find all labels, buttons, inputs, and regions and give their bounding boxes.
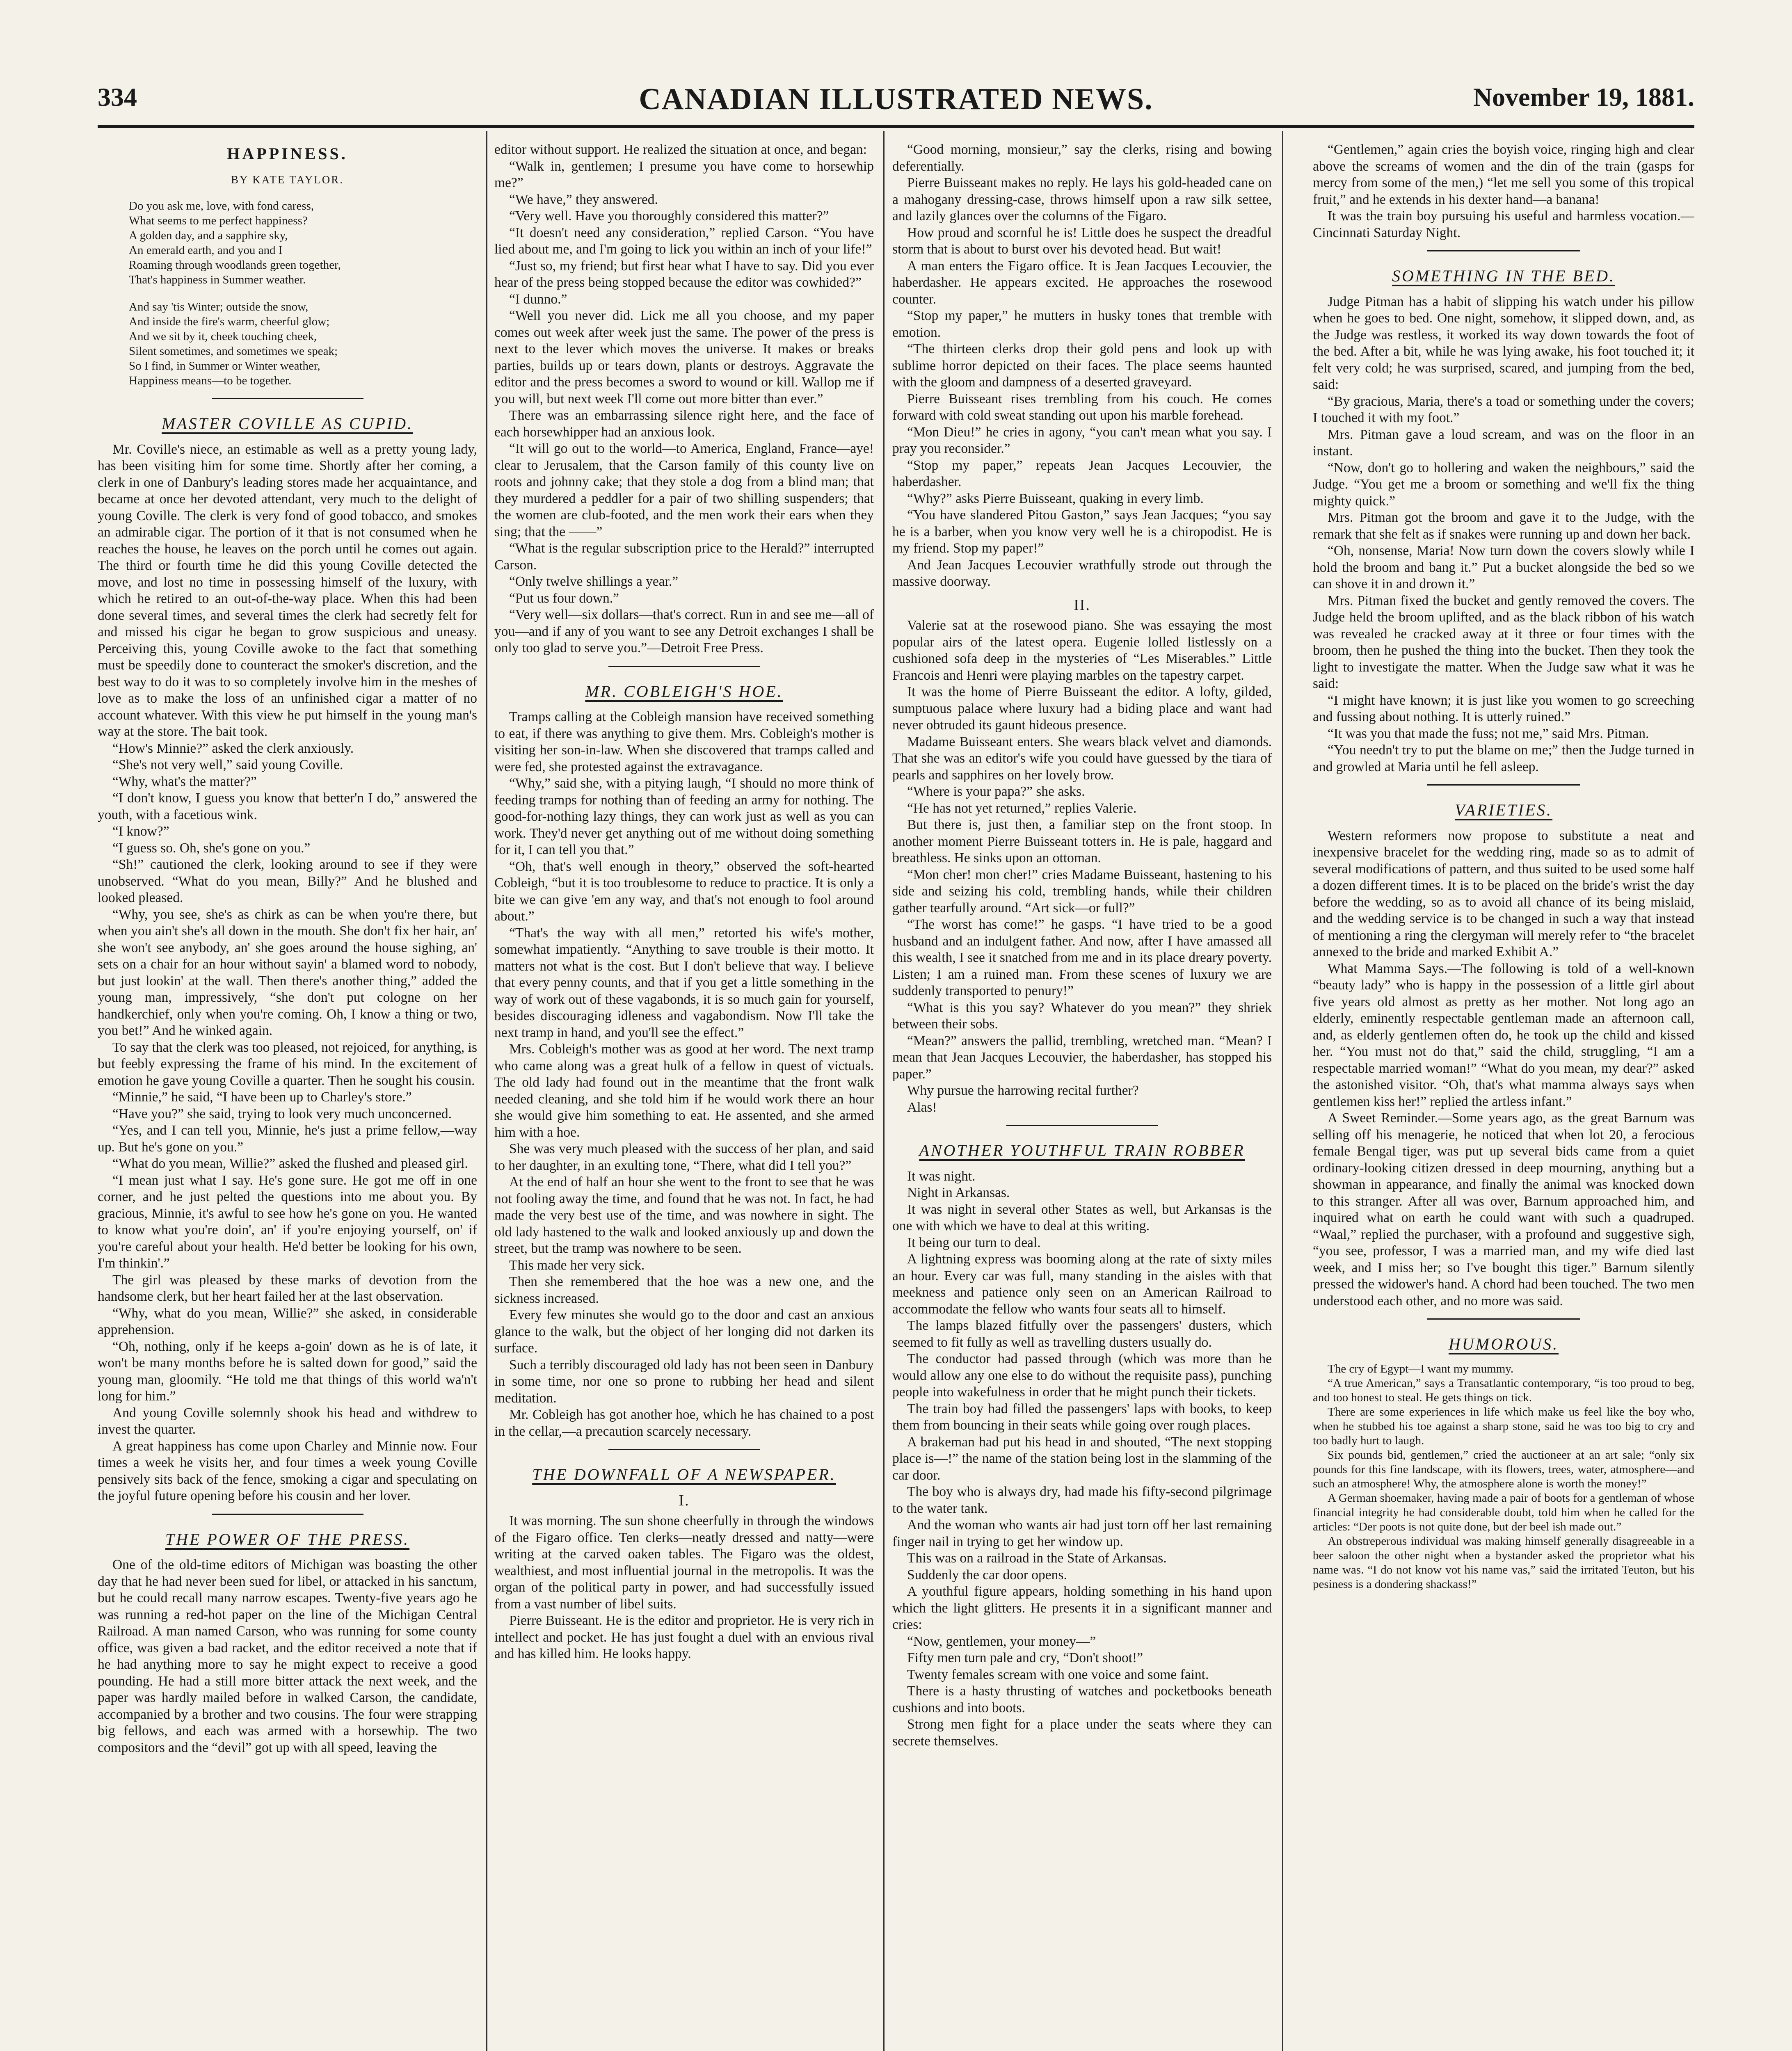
paragraph: It was the train boy pursuing his useful and harmless vocation.—Cincinnati Saturday Night. bbox=[1313, 208, 1694, 240]
poem-line: Do you ask me, love, with fond caress, bbox=[129, 199, 314, 212]
paragraph: There is a hasty thrusting of watches and pocketbooks beneath cushions and into boots. bbox=[892, 1683, 1272, 1715]
paragraph: “Mon Dieu!” he cries in agony, “you can't mean what you say. I pray you reconsider.” bbox=[892, 424, 1272, 456]
paragraph: At the end of half an hour she went to the front to see that he was not fooling away the time, and found that he was not. In fact, he had made the very best use of the time, and was nowhere in sight. The old lady hastened to the walk and looked anxiously up and down the street, but the tramp was nowhere to be seen. bbox=[494, 1174, 874, 1256]
section-divider bbox=[1427, 1318, 1580, 1320]
paragraph: A great happiness has come upon Charley and Minnie now. Four times a week he visits her, and four times a week young Coville pensively sits back of the fence, smoking a cigar and speculating on the joyful future opening before his cousin and her lover. bbox=[98, 1438, 477, 1503]
paragraph: Fifty men turn pale and cry, “Don't shoot!” bbox=[907, 1650, 1143, 1665]
paragraph: One of the old-time editors of Michigan was boasting the other day that he had never been sued for libel, or attacked in his sanctum, but he could recall many narrow escapes. Twenty-five years ago he was running a red-hot paper on the line of the Michigan Central Railroad. A man named Carson, who was running for some county office, was given a bad racket, and the editor received a note that if he had anything more to say he might expect to receive a good pounding. He had a still more bitter attack the next week, and the paper was hardly mailed before in walked Carson, the candidate, accompanied by a brother and two cousins. The four were strapping big fellows, and each was armed with a horsewhip. The two compositors and the “devil” got up with all speed, leaving the bbox=[98, 1557, 477, 1755]
paragraph: The lamps blazed fitfully over the passengers' dusters, which seemed to fit fully as well as travelling dusters usually do. bbox=[892, 1318, 1272, 1350]
poem bbox=[114, 199, 477, 388]
column-4 bbox=[1313, 142, 1694, 2051]
paragraph: “Very well. Have you thoroughly considered this matter?” bbox=[509, 208, 829, 224]
article-title-varieties: VARIETIES. bbox=[1454, 801, 1553, 819]
paragraph: Mr. Cobleigh has got another hoe, which he has chained to a post in the cellar,—a precaution scarcely necessary. bbox=[494, 1407, 874, 1439]
paragraph: A youthful figure appears, holding something in his hand upon which the light glitters. He presents it in a significant manner and cries: bbox=[892, 1584, 1272, 1632]
issue-date: November 19, 1881. bbox=[1473, 82, 1694, 112]
paragraph: “Why,” said she, with a pitying laugh, “I should no more think of feeding tramps for nothing than of feeding an army for nothing. The good-for-nothing lazy things, they can work just as well as you can work. They'd never get anything out of me without doing something for it, I can tell you that.” bbox=[494, 776, 874, 857]
paragraph: A brakeman had put his head in and shouted, “The next stopping place is—!” the name of the station being lost in the slamming of the car door. bbox=[892, 1434, 1272, 1483]
paragraph: “The worst has come!” he gasps. “I have tried to be a good husband and an indulgent father. And now, after I have amassed all this wealth, I see it snatched from me and in its place dreary poverty. Listen; I am a ruined man. From these scenes of luxury we are suddenly transported to penury!” bbox=[892, 917, 1272, 998]
section-divider bbox=[1006, 1125, 1158, 1126]
paragraph: A German shoemaker, having made a pair of boots for a gentleman of whose financial integrity he had considerable doubt, told him when he called for the articles: “Der poots is not quite done, but der beel ish made out.” bbox=[1313, 1491, 1694, 1533]
paragraph: A man enters the Figaro office. It is Jean Jacques Lecouvier, the haberdasher. He appears excited. He approaches the rosewood counter. bbox=[892, 258, 1272, 307]
paragraph: The conductor had passed through (which was more than he would allow any one else to do without the requisite pass), punching people into wakefulness in order that he might punch their tickets. bbox=[892, 1351, 1272, 1400]
paragraph: “It doesn't need any consideration,” replied Carson. “You have lied about me, and I'm going to lick you within an inch of your life!” bbox=[494, 225, 874, 257]
paragraph: She was very much pleased with the success of her plan, and said to her daughter, in an exulting tone, “There, what did I tell you?” bbox=[494, 1141, 874, 1173]
article-title-bed: SOMETHING IN THE BED. bbox=[1392, 267, 1615, 285]
publication-title: CANADIAN ILLUSTRATED NEWS. bbox=[639, 82, 1153, 116]
paragraph: “I dunno.” bbox=[509, 291, 567, 307]
paragraph: It being our turn to deal. bbox=[907, 1235, 1041, 1250]
paragraph: But there is, just then, a familiar step on the front stoop. In another moment Pierre Buisseant totters in. He is pale, haggard and breathless. He sinks upon an ottoman. bbox=[892, 817, 1272, 866]
paragraph: Strong men fight for a place under the seats where they can secrete themselves. bbox=[892, 1717, 1272, 1749]
paragraph: Mrs. Pitman gave a loud scream, and was on the floor in an instant. bbox=[1313, 427, 1694, 459]
paragraph: “Yes, and I can tell you, Minnie, he's just a prime fellow,—way up. But he's gone on you.” bbox=[98, 1123, 477, 1155]
paragraph: To say that the clerk was too pleased, not rejoiced, for anything, is but feebly expressing the frame of his mind. In the excitement of emotion he gave young Coville a quarter. Then he sought his cousin. bbox=[98, 1039, 477, 1088]
paragraph: Twenty females scream with one voice and some faint. bbox=[907, 1667, 1209, 1682]
section-divider bbox=[212, 398, 363, 399]
poem-line: Roaming through woodlands green together, bbox=[129, 258, 341, 272]
paragraph: “We have,” they answered. bbox=[509, 192, 658, 207]
paragraph: editor without support. He realized the situation at once, and began: bbox=[494, 142, 867, 157]
paragraph: There was an embarrassing silence right here, and the face of each horsewhipper had an anxious look. bbox=[494, 408, 874, 440]
paragraph: “Well you never did. Lick me all you choose, and my paper comes out week after week just the same. The power of the press is next to the lever which moves the universe. It makes or breaks parties, builds up or tears down, plants or destroys. Aggravate the editor and the press becomes a sword to wound or kill. Wallop me if you will, but next week I'll come out more bitter than ever.” bbox=[494, 308, 874, 407]
paragraph: “Put us four down.” bbox=[509, 590, 619, 606]
poem-line: Happiness means—to be together. bbox=[129, 374, 292, 387]
paragraph: “Where is your papa?” she asks. bbox=[907, 784, 1085, 799]
paragraph: “Why, what's the matter?” bbox=[112, 774, 257, 789]
article-title-coville: MASTER COVILLE AS CUPID. bbox=[161, 414, 414, 433]
paragraph: “I know?” bbox=[112, 824, 169, 839]
paragraph: An obstreperous individual was making himself generally disagreeable in a beer saloon the other night when a bystander asked the proprietor what his name was. “I do not know vot his name vas,” said the irritated Teuton, but his pesiness is a dondering shackass!” bbox=[1313, 1534, 1694, 1591]
paragraph: It was night in several other States as well, but Arkansas is the one with which we have to deal at this writing. bbox=[892, 1201, 1272, 1233]
paragraph: This was on a railroad in the State of Arkansas. bbox=[907, 1551, 1167, 1566]
paragraph: “Stop my paper,” he mutters in husky tones that tremble with emotion. bbox=[892, 308, 1272, 340]
paragraph: Suddenly the car door opens. bbox=[907, 1567, 1067, 1583]
paragraph: “Why, you see, she's as chirk as can be when you're there, but when you ain't she's all down in the mouth. She don't fix her hair, an' she won't see anybody, an' she goes around the house sighing, an' sets on a chair for an hour without sayin' a blamed word to nobody, but just lookin' at the wall. Then there's another thing,” added the young man, impressively, “she don't put cologne on her handkerchief, only when you're coming. Oh, I know a thing or two, you bet!” And he winked again. bbox=[98, 907, 477, 1038]
paragraph: “Mon cher! mon cher!” cries Madame Buisseant, hastening to his side and seizing his cold, trembling hands, while their children gather tearfully around. “Art sick—or full?” bbox=[892, 867, 1272, 916]
paragraph: “A true American,” says a Transatlantic contemporary, “is too proud to beg, and too honest to steal. He gets things on tick. bbox=[1313, 1376, 1694, 1404]
poem-line: An emerald earth, and you and I bbox=[129, 244, 283, 257]
article-title-happiness: HAPPINESS. bbox=[227, 144, 348, 163]
paragraph: What Mamma Says.—The following is told of a well-known “beauty lady” who is happy in the possession of a little girl about five years old almost as pretty as her mother. Not long ago an elderly, eminently respectable gentleman made an afternoon call, and, as elderly gentlemen often do, he took up the child and kissed her. “You must not do that,” said the child, struggling, “I am a respectable married woman!” “What do you mean, my dear?” asked the astonished visitor. “Oh, that's what mamma always says when gentlemen kiss her!” replied the artless infant.” bbox=[1313, 961, 1694, 1109]
paragraph: There are some experiences in life which make us feel like the boy who, when he stubbed his toe against a sharp stone, said he was too big to cry and too badly hurt to laugh. bbox=[1313, 1405, 1694, 1447]
paragraph: “Very well—six dollars—that's correct. Run in and see me—all of you—and if any of you want to see any Detroit exchanges I shall be only too glad to serve you.”—Detroit Free Press. bbox=[494, 607, 874, 655]
paragraph: “Oh, nonsense, Maria! Now turn down the covers slowly while I hold the broom and bang it.” Put a bucket alongside the bed so we can shove it in and drown it.” bbox=[1313, 543, 1694, 592]
poem-line: Silent sometimes, and sometimes we speak; bbox=[129, 345, 338, 358]
part-number: I. bbox=[679, 1491, 690, 1509]
article-title-downfall: THE DOWNFALL OF A NEWSPAPER. bbox=[532, 1465, 836, 1484]
paragraph: Night in Arkansas. bbox=[907, 1185, 1010, 1200]
part-number: II. bbox=[1074, 596, 1090, 614]
paragraph: “Oh, that's well enough in theory,” observed the soft-hearted Cobleigh, “but it is too troublesome to reduce to practice. It is only a bite we can give 'em any way, and that's not enough to fool around about.” bbox=[494, 859, 874, 924]
column-2 bbox=[494, 142, 874, 2051]
paragraph: “Good morning, monsieur,” say the clerks, rising and bowing deferentially. bbox=[892, 142, 1272, 174]
article-title-hoe: MR. COBLEIGH'S HOE. bbox=[585, 682, 783, 701]
section-divider bbox=[1427, 784, 1580, 786]
poem-line: So I find, in Summer or Winter weather, bbox=[129, 359, 320, 372]
paragraph: “What do you mean, Willie?” asked the flushed and pleased girl. bbox=[112, 1156, 468, 1171]
humorous-items bbox=[1313, 1362, 1694, 1592]
paragraph: “Just so, my friend; but first hear what I have to say. Did you ever hear of the press being stopped because the editor was cowhided?” bbox=[494, 258, 874, 290]
column-rule bbox=[1282, 131, 1283, 2051]
poem-line: What seems to me perfect happiness? bbox=[129, 214, 308, 227]
paragraph: “How's Minnie?” asked the clerk anxiously. bbox=[112, 740, 354, 756]
paragraph: How proud and scornful he is! Little does he suspect the dreadful storm that is about to burst over his devoted head. But wait! bbox=[892, 225, 1272, 257]
paragraph: “Now, gentlemen, your money—” bbox=[907, 1633, 1096, 1649]
byline: BY KATE TAYLOR. bbox=[231, 173, 344, 186]
paragraph: Such a terribly discouraged old lady has not been seen in Danbury in some time, nor one so prone to rubbing her head and silent meditation. bbox=[494, 1357, 874, 1406]
paragraph: Mr. Coville's niece, an estimable as well as a pretty young lady, has been visiting him for some time. Shortly after her coming, a clerk in one of Danbury's leading stores made her acquaintance, and became at once her devoted attendant, very much to the delight of young Coville. The clerk is very fond of good tobacco, and smokes an admirable cigar. The portion of it that is not consumed when he reaches the house, he leaves on the porch until he comes out again. The third or fourth time he did this young Coville detected the move, and lost no time in possessing himself of the luxury, with which he retired to an out-of-the-way place. When this had been done several times, and several times the clerk had secretly felt for and missed his cigar he began to grow suspicious and uneasy. Perceiving this, young Coville awoke to the fact that something must be speedily done to counteract the smoker's discretion, and the best way to do it was to so completely involve him in the meshes of love as to make the loss of an unfinished cigar a matter of no account whatever. With this view he put himself in the young man's way at the store. The bait took. bbox=[98, 441, 477, 739]
paragraph: Judge Pitman has a habit of slipping his watch under his pillow when he goes to bed. One night, somehow, it slipped down, and, as the Judge was restless, it worked its way down towards the foot of the bed. After a bit, while he was lying awake, his foot touched it; it felt very cold; he was surprised, scared, and jumping from the bed, said: bbox=[1313, 294, 1694, 392]
paragraph: Every few minutes she would go to the door and cast an anxious glance to the walk, but the object of her longing did not darken its surface. bbox=[494, 1307, 874, 1356]
section-divider bbox=[212, 1514, 363, 1515]
column-3 bbox=[892, 142, 1272, 2051]
paragraph: It was the home of Pierre Buisseant the editor. A lofty, gilded, sumptuous palace where luxury had a biding place and want had never obtruded its gaunt hideous presence. bbox=[892, 684, 1272, 733]
paragraph: “Minnie,” he said, “I have been up to Charley's store.” bbox=[112, 1089, 412, 1105]
masthead bbox=[98, 82, 1694, 119]
paragraph: “Now, don't go to hollering and waken the neighbours,” said the Judge. “You get me a broom or something and we'll fix the thing mighty quick.” bbox=[1313, 460, 1694, 509]
paragraph: Alas! bbox=[907, 1099, 937, 1115]
paragraph: “Walk in, gentlemen; I presume you have come to horsewhip me?” bbox=[494, 158, 874, 190]
paragraph: The boy who is always dry, had made his fifty-second pilgrimage to the water tank. bbox=[892, 1484, 1272, 1516]
paragraph: Why pursue the harrowing recital further? bbox=[907, 1083, 1139, 1098]
section-divider bbox=[1427, 250, 1580, 251]
paragraph: “Have you?” she said, trying to look very much unconcerned. bbox=[112, 1106, 452, 1121]
paragraph: “What is the regular subscription price to the Herald?” interrupted Carson. bbox=[494, 541, 874, 573]
article-title-humorous: HUMOROUS. bbox=[1448, 1335, 1559, 1353]
poem-line: And inside the fire's warm, cheerful glow; bbox=[129, 315, 330, 328]
paragraph: Mrs. Pitman got the broom and gave it to the Judge, with the remark that she felt as if snakes were running up and down her back. bbox=[1313, 510, 1694, 542]
section-divider bbox=[608, 1449, 760, 1450]
paragraph: And the woman who wants air had just torn off her last remaining finger nail in trying to get her window up. bbox=[892, 1517, 1272, 1549]
paragraph: It was night. bbox=[907, 1168, 976, 1184]
paragraph: The cry of Egypt—I want my mummy. bbox=[1328, 1362, 1514, 1375]
page-number: 334 bbox=[98, 82, 137, 112]
paragraph: “Stop my paper,” repeats Jean Jacques Lecouvier, the haberdasher. bbox=[892, 457, 1272, 489]
paragraph: Valerie sat at the rosewood piano. She was essaying the most popular airs of the latest opera. Eugenie lolled listlessly on a cushioned sofa deep in the mysteries of “Les Miserables.” Little Francois and Henri were playing marbles on the tapestry carpet. bbox=[892, 618, 1272, 683]
header-rule bbox=[98, 125, 1694, 128]
paragraph: “It will go out to the world—to America, England, France—aye! clear to Jerusalem, that the Carson family of this county live on roots and johnny cake; that they stole a dog from a blind man; that they murdered a peddler for a pair of two shilling suspenders; that the women are club-footed, and the men work their ears when they sing; that the ——” bbox=[494, 441, 874, 539]
paragraph: “I mean just what I say. He's gone sure. He got me off in one corner, and he just pelted the questions into me about you. By gracious, Minnie, it's awful to see how he's gone on you. He wanted to know what you're doin', an' if you're enjoying yourself, on' if you're careful about your health. He'd better be looking for his own, I'm thinkin'.” bbox=[98, 1172, 477, 1271]
paragraph: Pierre Buisseant rises trembling from his couch. He comes forward with cold sweat standing out upon his marble forehead. bbox=[892, 391, 1272, 423]
paragraph: “You needn't try to put the blame on me;” then the Judge turned in and growled at Maria until he fell asleep. bbox=[1313, 742, 1694, 774]
paragraph: Pierre Buisseant. He is the editor and proprietor. He is very rich in intellect and pocket. He has just fought a duel with an envious rival and has killed him. He looks happy. bbox=[494, 1613, 874, 1661]
paragraph: Tramps calling at the Cobleigh mansion have received something to eat, if there was anything to give them. Mrs. Cobleigh's mother is visiting her son-in-law. When she discovered that tramps called and were fed, she protested against the extravagance. bbox=[494, 709, 874, 774]
paragraph: “Sh!” cautioned the clerk, looking around to see if they were unobserved. “What do you mean, Billy?” And he blushed and looked pleased. bbox=[98, 857, 477, 905]
paragraph: Western reformers now propose to substitute a neat and inexpensive bracelet for the wedding ring, made so as to admit of several modifications of pattern, and thus suited to be used some half a dozen different times. It is to be placed on the bride's wrist the day before the wedding, so as to avoid all chance of its being mislaid, and the wedding service is to be changed in such a way that instead of mentioning a ring the clergyman will merely refer to “the bracelet annexed to the bride and marked Exhibit A.” bbox=[1313, 828, 1694, 959]
paragraph: This made her very sick. bbox=[509, 1257, 645, 1273]
paragraph: “He has not yet returned,” replies Valerie. bbox=[907, 800, 1137, 816]
paragraph: “Only twelve shillings a year.” bbox=[509, 574, 679, 589]
paragraph: “I don't know, I guess you know that better'n I do,” answered the youth, with a facetious wink. bbox=[98, 790, 477, 822]
paragraph: A Sweet Reminder.—Some years ago, as the great Barnum was selling off his menagerie, he noticed that when lot 20, a ferocious female Bengal tiger, was put up several bids came from a quiet ordinary-looking citizen dressed in deep mourning, anything but a showman in appearance, and finally the animal was knocked down to this stranger. After all was over, Barnum approached him, and inquired what on earth he could want with such a quadruped. “Waal,” replied the purchaser, with a profound and suggestive sigh, “you see, professor, I was a married man, and my wife died last week, and I miss her; so I've bought this tiger.” Barnum silently pressed the widower's hand. A chord had been touched. The two men understood each other, and no more was said. bbox=[1313, 1110, 1694, 1309]
paragraph: Pierre Buisseant makes no reply. He lays his gold-headed cane on a mahogany dressing-case, throws himself upon a raw silk settee, and lazily glances over the columns of the Figaro. bbox=[892, 175, 1272, 224]
article-title-robber: ANOTHER YOUTHFUL TRAIN ROBBER bbox=[919, 1141, 1245, 1160]
paragraph: “Why, what do you mean, Willie?” she asked, in considerable apprehension. bbox=[98, 1305, 477, 1337]
article-body bbox=[98, 441, 477, 1505]
paragraph: “What is this you say? Whatever do you mean?” they shriek between their sobs. bbox=[892, 1000, 1272, 1032]
paragraph: “That's the way with all men,” retorted his wife's mother, somewhat impatiently. “Anything to save trouble is their motto. It matters not what is the cost. But I don't believe that way. I believe that every penny counts, and that if you get a little something in the way of work out of these vagabonds, it is so much gain for yourself, besides discouraging idleness and vagabondism. Now I'll take the next tramp in hand, and you'll see the effect.” bbox=[494, 925, 874, 1040]
column-rule bbox=[883, 131, 885, 2051]
paragraph: The girl was pleased by these marks of devotion from the handsome clerk, but her heart failed her at the last observation. bbox=[98, 1272, 477, 1304]
paragraph: “Why?” asks Pierre Buisseant, quaking in every limb. bbox=[907, 491, 1204, 506]
article-title-press: THE POWER OF THE PRESS. bbox=[165, 1530, 410, 1549]
paragraph: “By gracious, Maria, there's a toad or something under the covers; I touched it with my foot.” bbox=[1313, 393, 1694, 425]
paragraph: Madame Buisseant enters. She wears black velvet and diamonds. That she was an editor's wife you could have guessed by the tiara of pearls and sapphires on her lovely brow. bbox=[892, 734, 1272, 783]
column-1 bbox=[98, 142, 477, 2051]
paragraph: Then she remembered that the hoe was a new one, and the sickness increased. bbox=[494, 1274, 874, 1306]
paragraph: “I might have known; it is just like you women to go screeching and fussing about nothing. It is utterly ruined.” bbox=[1313, 692, 1694, 724]
poem-line: And we sit by it, cheek touching cheek, bbox=[129, 330, 317, 343]
paragraph: “She's not very well,” said young Coville. bbox=[112, 757, 343, 772]
column-rule bbox=[486, 131, 487, 2051]
paragraph: “Oh, nothing, only if he keeps a-goin' down as he is of late, it won't be many months before he is salted down for good,” said the young man, gloomily. “He told me that things of this world wa'n't long for him.” bbox=[98, 1338, 477, 1404]
paragraph: Six pounds bid, gentlemen,” cried the auctioneer at an art sale; “only six pounds for this fine landscape, with its flowers, trees, water, atmosphere—and such an atmosphere! Why, the atmosphere alone is worth the money!” bbox=[1313, 1448, 1694, 1490]
paragraph: And young Coville solemnly shook his head and withdrew to invest the quarter. bbox=[98, 1405, 477, 1437]
paragraph: “Mean?” answers the pallid, trembling, wretched man. “Mean? I mean that Jean Jacques Lecouvier, the haberdasher, has stopped his paper.” bbox=[892, 1033, 1272, 1082]
poem-line: A golden day, and a sapphire sky, bbox=[129, 229, 288, 242]
section-divider bbox=[608, 666, 760, 667]
paragraph: Mrs. Cobleigh's mother was as good at her word. The next tramp who came along was a great hulk of a fellow in quest of victuals. The old lady had found out in the meantime that the front walk needed cleaning, and she told him if he would work there an hour she would give him something to eat. He assented, and she armed him with a hoe. bbox=[494, 1041, 874, 1140]
paragraph: “I guess so. Oh, she's gone on you.” bbox=[112, 840, 311, 856]
poem-line: And say 'tis Winter; outside the snow, bbox=[129, 300, 309, 313]
paragraph: The train boy had filled the passengers' laps with books, to keep them from bouncing in their seats while going over rough places. bbox=[892, 1401, 1272, 1433]
paragraph: “It was you that made the fuss; not me,” said Mrs. Pitman. bbox=[1328, 726, 1649, 741]
paragraph: “Gentlemen,” again cries the boyish voice, ringing high and clear above the screams of women and the din of the train (gasps for mercy from some of the men,) “let me sell you some of this tropical fruit,” and he extends in his dexter hand—a banana! bbox=[1313, 142, 1694, 207]
paragraph: Mrs. Pitman fixed the bucket and gently removed the covers. The Judge held the broom uplifted, and as the black ribbon of his watch was revealed he cracked away at it three or four times with the broom, then he pushed the thing into the bucket. Then they took the light to investigate the matter. When the Judge saw what it was he said: bbox=[1313, 593, 1694, 691]
poem-line: That's happiness in Summer weather. bbox=[129, 273, 306, 286]
paragraph: And Jean Jacques Lecouvier wrathfully strode out through the massive doorway. bbox=[892, 557, 1272, 589]
paragraph: “You have slandered Pitou Gaston,” says Jean Jacques; “you say he is a barber, when you know very well he is a chiropodist. He is my friend. Stop my paper!” bbox=[892, 507, 1272, 556]
paragraph: “The thirteen clerks drop their gold pens and look up with sublime horror depicted on their faces. The place seems haunted with the gloom and dampness of a deserted graveyard. bbox=[892, 341, 1272, 390]
paragraph: A lightning express was booming along at the rate of sixty miles an hour. Every car was full, many standing in the aisles with that meekness and patience only seen on an American Railroad to accommodate the fellow who wants four seats all to himself. bbox=[892, 1252, 1272, 1317]
paragraph: It was morning. The sun shone cheerfully in through the windows of the Figaro office. Ten clerks—neatly dressed and natty—were writing at the carved oaken tables. The Figaro was the oldest, wealthiest, and most influential journal in the metropolis. It was the organ of the political party in power, and had successfully issued from a vast number of libel suits. bbox=[494, 1513, 874, 1612]
